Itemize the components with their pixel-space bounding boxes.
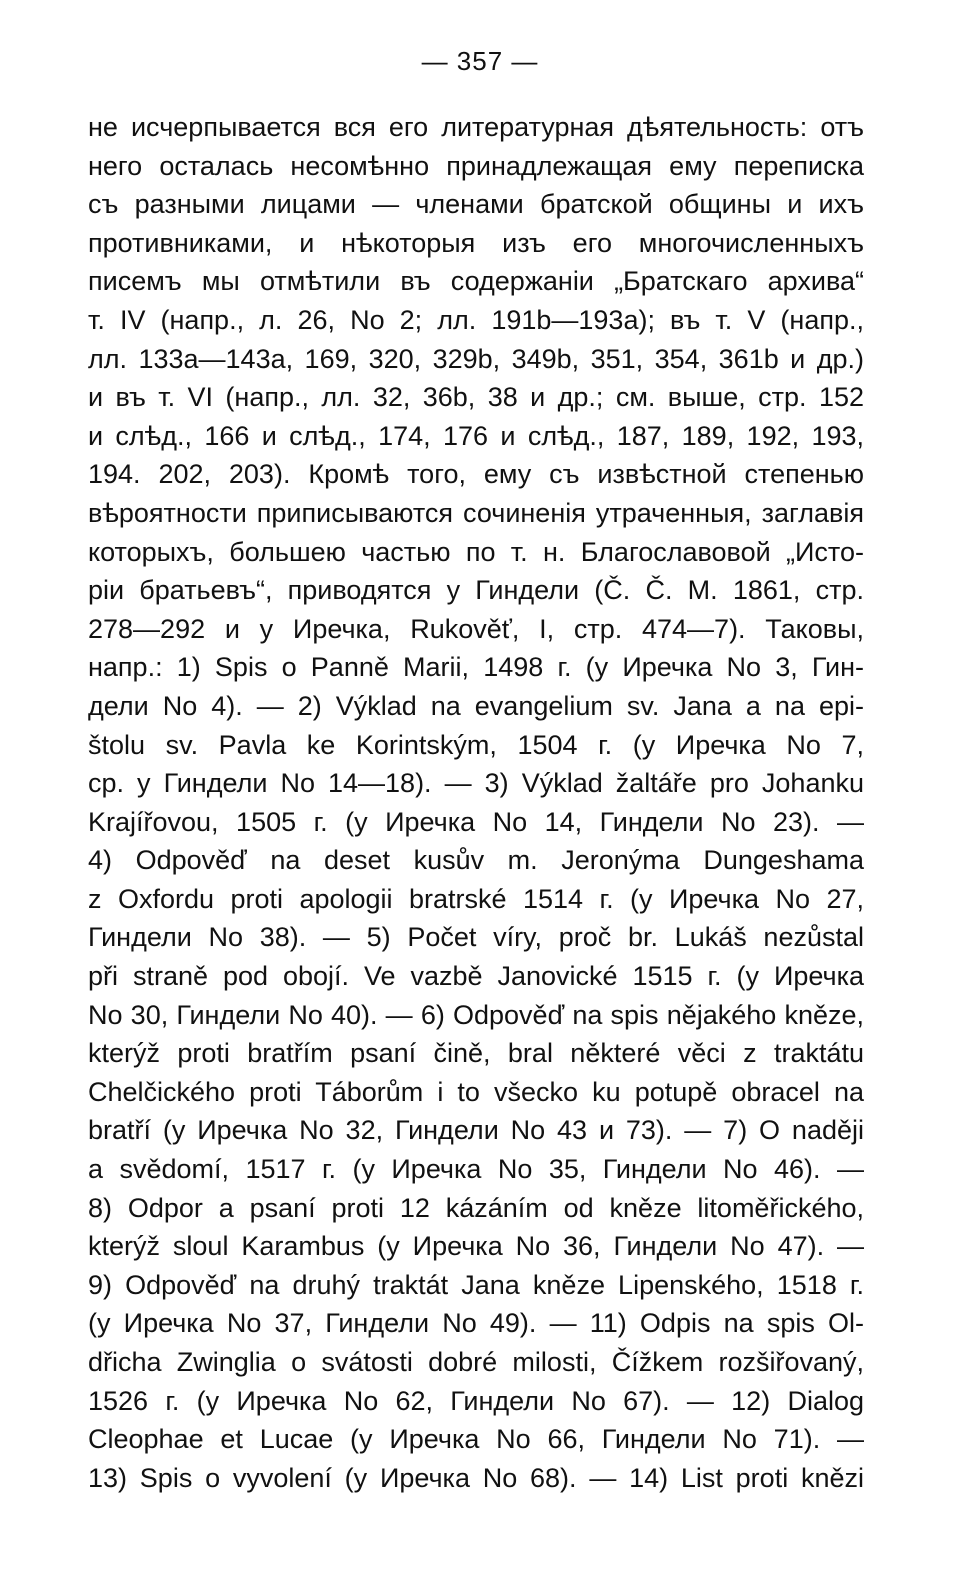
text-line: противниками, и нѣкоторыя изъ его многочисленныхъ (88, 227, 864, 258)
text-line: bratří (у Иречка No 32, Гиндели No 43 и 73). — 7) O naději (88, 1115, 864, 1146)
page-number: — 357 — (421, 46, 539, 76)
text-line: т. IV (напр., л. 26, No 2; лл. 191b—193a); въ т. V (напр., (88, 304, 864, 335)
text-line: Гиндели No 38). — 5) Počet víry, proč br. Lukáš nezůstal (88, 922, 864, 953)
text-line: 13) Spis o vyvolení (у Иречка No 68). — 14) List proti knězi (88, 1462, 864, 1493)
text-line: 9) Odpověď na druhý traktát Jana kněze Lipenského, 1518 г. (88, 1269, 864, 1300)
text-line: kterýž proti bratřím psaní čině, bral některé věci z traktátu (88, 1038, 864, 1069)
text-line: писемъ мы отмѣтили въ содержаніи „Братскаго архива“ (88, 266, 864, 297)
text-line: 4) Odpověď na deset kusův m. Jeronýma Dungeshama (88, 845, 864, 876)
text-line: při straně pod obojí. Ve vazbě Janovické 1515 г. (у Иречка (88, 961, 864, 992)
text-line: напр.: 1) Spis o Panně Marii, 1498 г. (у Иречка No 3, Гин- (88, 652, 864, 683)
text-line: и въ т. VI (напр., лл. 32, 36b, 38 и др.; см. выше, стр. 152 (88, 382, 864, 413)
text-line: и слѣд., 166 и слѣд., 174, 176 и слѣд., 187, 189, 192, 193, (88, 420, 864, 451)
text-line: Cleophae et Lucae (у Иречка No 66, Гиндели No 71). — (88, 1424, 864, 1455)
text-line: не исчерпывается вся его литературная дѣятельность: отъ (88, 112, 864, 142)
text-line: Krajířovou, 1505 г. (у Иречка No 14, Гиндели No 23). — (88, 806, 864, 837)
text-line: kterýž sloul Karambus (у Иречка No 36, Гиндели No 47). — (88, 1231, 864, 1262)
text-line: дели No 4). — 2) Výklad na evangelium sv. Jana a na epi- (88, 690, 864, 721)
text-line: ріи братьевъ“, приводятся у Гиндели (Č. Č. M. 1861, стр. (88, 575, 864, 606)
text-line: 194. 202, 203). Кромѣ того, ему съ извѣстной степенью (88, 459, 864, 490)
text-line: него осталась несомѣнно принадлежащая ему переписка (88, 150, 864, 181)
text-line: вѣроятности приписываются сочиненія утраченныя, заглавія (88, 497, 864, 528)
text-line: z Oxfordu proti apologii bratrské 1514 г. (у Иречка No 27, (88, 883, 864, 914)
text-line: 278—292 и у Иречка, Rukověť, I, стр. 474—7). Таковы, (88, 613, 864, 644)
text-line: лл. 133a—143a, 169, 320, 329b, 349b, 351, 354, 361b и др.) (88, 343, 864, 374)
text-line: No 30, Гиндели No 40). — 6) Odpověď na spis nějakého kněze, (88, 999, 864, 1030)
text-line: štolu sv. Pavla ke Korintským, 1504 г. (у Иречка No 7, (88, 729, 864, 760)
text-line: ср. у Гиндели No 14—18). — 3) Výklad žaltáře pro Johanku (88, 768, 864, 799)
text-line: 1526 г. (у Иречка No 62, Гиндели No 67). — 12) Dialog (88, 1385, 864, 1416)
body-text (88, 108, 864, 1497)
text-line: которыхъ, большею частью по т. н. Благославовой „Исто- (88, 536, 864, 567)
text-line: съ разными лицами — членами братской общины и ихъ (88, 189, 864, 220)
text-line: a svědomí, 1517 г. (у Иречка No 35, Гиндели No 46). — (88, 1154, 864, 1185)
text-line: 8) Odpor a psaní proti 12 kázáním od kněze litoměřického, (88, 1192, 864, 1223)
text-line: dřicha Zwinglia o svátosti dobré milosti, Čížkem rozšiřovaný, (88, 1347, 864, 1377)
text-line: Chelčického proti Táborům i to všecko ku potupě obracel na (88, 1076, 864, 1107)
text-line: (у Иречка No 37, Гиндели No 49). — 11) Odpis na spis Ol- (88, 1308, 864, 1339)
